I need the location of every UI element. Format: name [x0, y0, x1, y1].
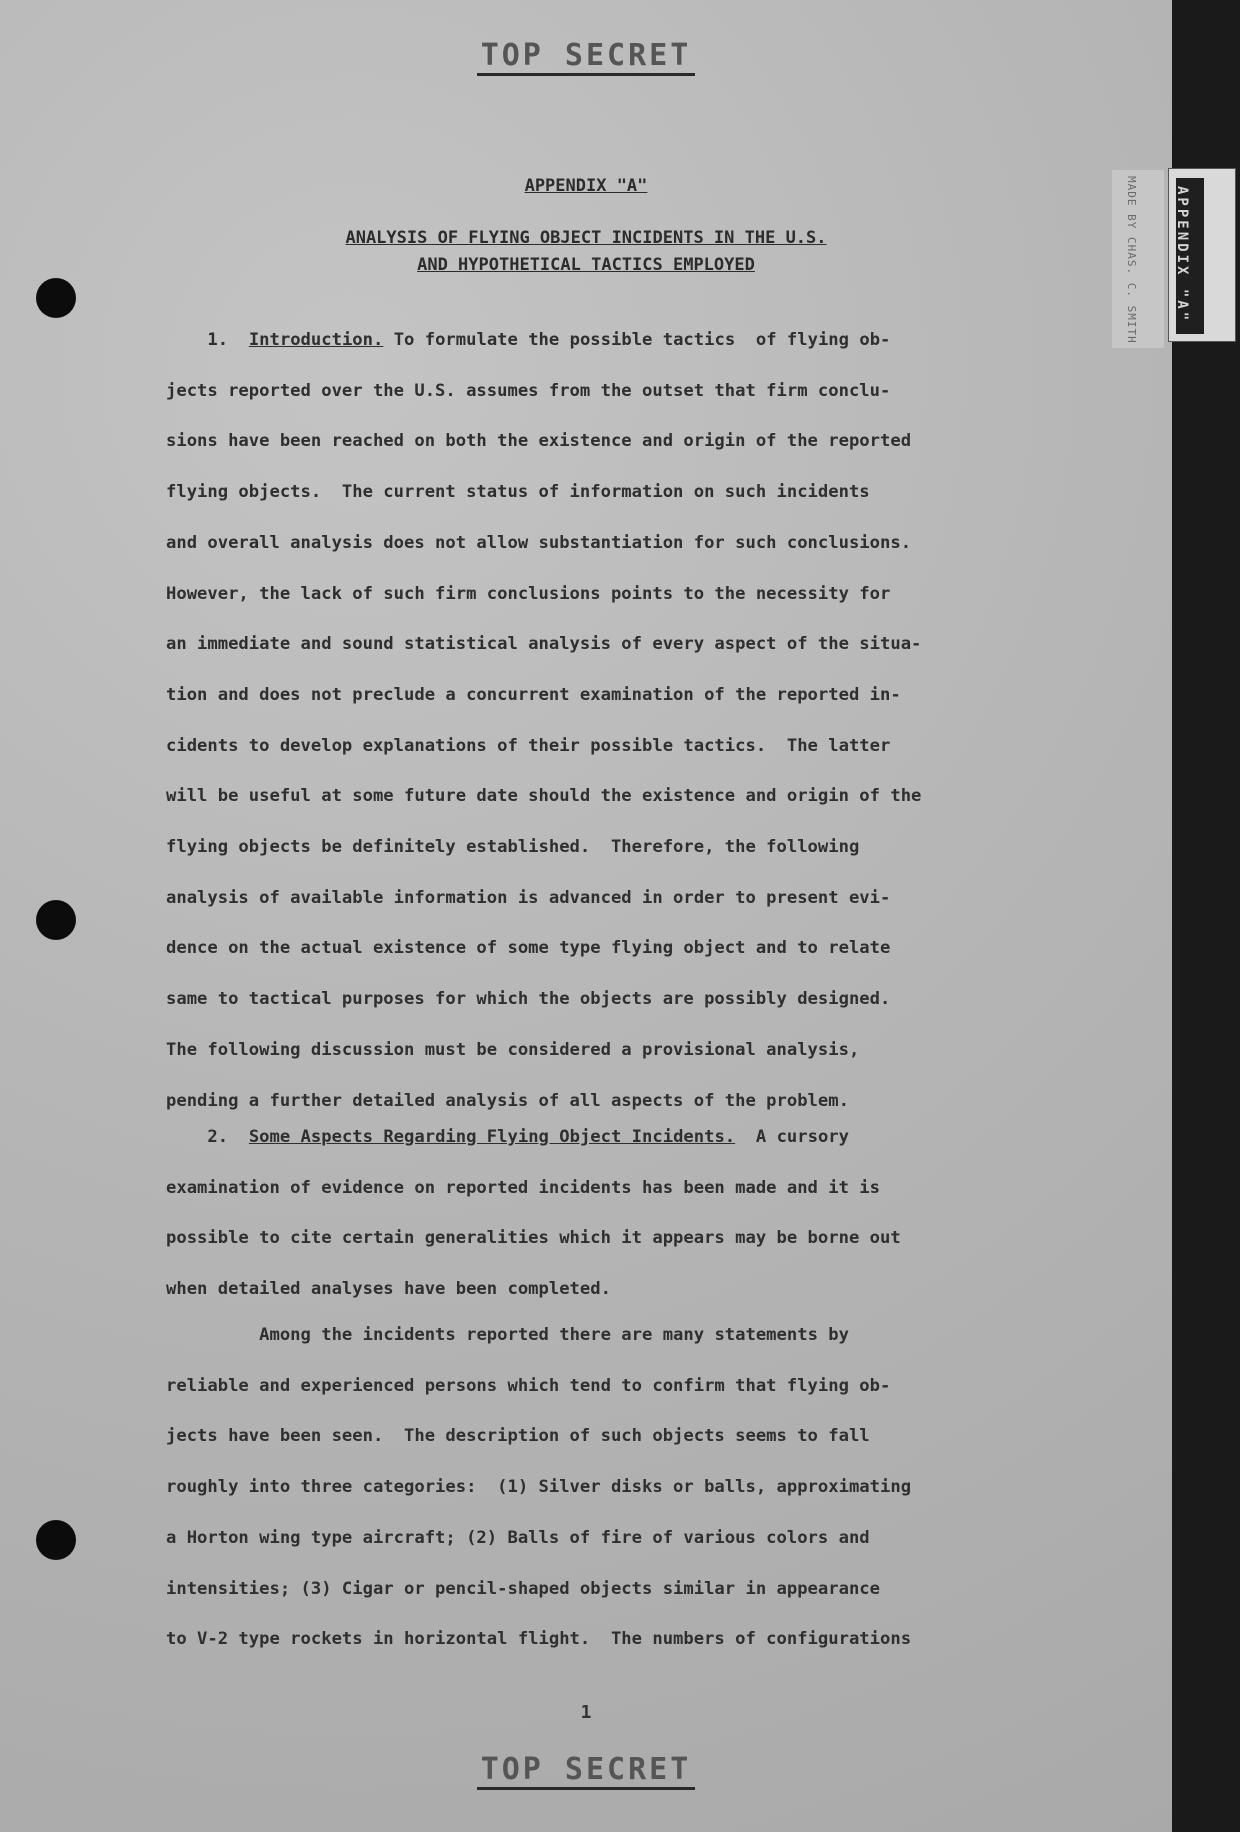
body-line: when detailed analyses have been completed.	[166, 1279, 611, 1300]
section-2-first-line-text: A cursory	[735, 1127, 849, 1147]
body-line: and overall analysis does not allow substantiation for such conclusions.	[166, 532, 912, 553]
section-2-first-line	[166, 1112, 1066, 1163]
section-aspects	[166, 1112, 1066, 1315]
body-line: to V-2 type rockets in horizontal flight. The numbers of configurations	[166, 1629, 912, 1650]
body-line: roughly into three categories: (1) Silver disks or balls, approximating	[166, 1477, 912, 1498]
body-line: dence on the actual existence of some type flying object and to relate	[166, 938, 891, 959]
body-line: jects reported over the U.S. assumes from the outset that firm conclu-	[166, 380, 891, 401]
body-line: examination of evidence on reported incidents has been made and it is	[166, 1177, 880, 1198]
body-line: same to tactical purposes for which the objects are possibly designed.	[166, 989, 891, 1010]
page-number: 1	[580, 1702, 592, 1723]
body-line: jects have been seen. The description of such objects seems to fall	[166, 1426, 870, 1447]
body-line: will be useful at some future date should the existence and origin of the	[166, 786, 922, 807]
body-line: sions have been reached on both the existence and origin of the reported	[166, 431, 912, 452]
classification-marking-bottom: TOP SECRET	[0, 1752, 1172, 1790]
body-line: flying objects be definitely established. Therefore, the following	[166, 837, 860, 858]
body-line: Among the incidents reported there are many statements by	[259, 1325, 849, 1345]
classification-marking-top: TOP SECRET	[0, 38, 1172, 76]
section-1-heading: Introduction.	[248, 330, 384, 350]
body-line: flying objects. The current status of information on such incidents	[166, 482, 870, 503]
punch-hole-middle	[36, 900, 76, 940]
appendix-heading: APPENDIX "A"	[524, 176, 648, 196]
paragraph-categories	[166, 1310, 1066, 1665]
section-2-heading: Some Aspects Regarding Flying Object Incidents.	[248, 1127, 736, 1147]
section-1-number: 1.	[207, 330, 229, 350]
body-line: intensities; (3) Cigar or pencil-shaped objects similar in appearance	[166, 1578, 880, 1599]
appendix-tab-label: APPENDIX "A"	[1174, 186, 1190, 324]
section-2-number: 2.	[207, 1127, 229, 1147]
body-line: pending a further detailed analysis of all aspects of the problem.	[166, 1090, 849, 1111]
body-line: a Horton wing type aircraft; (2) Balls of fire of various colors and	[166, 1527, 870, 1548]
body-line: an immediate and sound statistical analysis of every aspect of the situa-	[166, 634, 922, 655]
section-1-first-line	[166, 315, 1066, 366]
punch-hole-top	[36, 278, 76, 318]
document-title-line-2: AND HYPOTHETICAL TACTICS EMPLOYED	[417, 255, 755, 275]
section-1-first-line-text: To formulate the possible tactics of flying ob-	[383, 330, 891, 350]
body-line: However, the lack of such firm conclusions points to the necessity for	[166, 583, 891, 604]
body-line: cidents to develop explanations of their possible tactics. The latter	[166, 735, 891, 756]
body-line: tion and does not preclude a concurrent examination of the reported in-	[166, 684, 901, 705]
body-line: possible to cite certain generalities which it appears may be borne out	[166, 1228, 901, 1249]
side-stamp-text: MADE BY CHAS. C. SMITH	[1125, 176, 1138, 344]
body-line: analysis of available information is advanced in order to present evi-	[166, 887, 891, 908]
punch-hole-bottom	[36, 1520, 76, 1560]
body-line: reliable and experienced persons which tend to confirm that flying ob-	[166, 1375, 891, 1396]
document-title-line-1: ANALYSIS OF FLYING OBJECT INCIDENTS IN THE U.S.	[345, 228, 827, 248]
body-line: The following discussion must be considered a provisional analysis,	[166, 1039, 860, 1060]
section-introduction	[166, 315, 1066, 1126]
